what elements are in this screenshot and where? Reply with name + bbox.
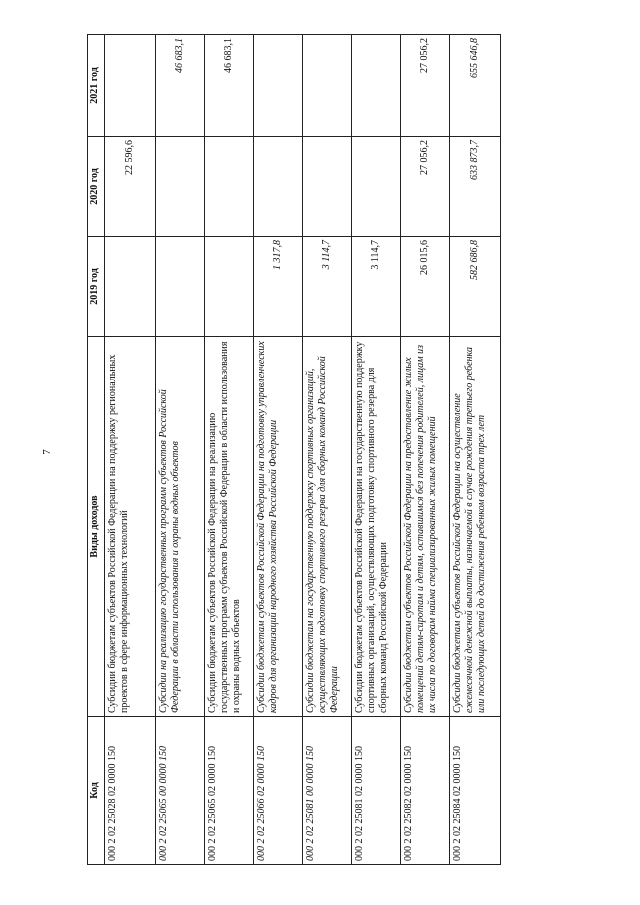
table-row xyxy=(254,35,303,865)
cell-description: Субсидии бюджетам субъектов Российской Федерации на государственную поддержку спортивных организаций, осуществляющих подготовку спортивного резерва для сборных команд Российской Федерации xyxy=(352,337,401,717)
cell-code: 000 2 02 25028 02 0000 150 xyxy=(105,717,156,865)
header-2021: 2021 год xyxy=(88,35,105,137)
cell-description: Субсидии бюджетам субъектов Российской Федерации на поддержку региональных проектов в сфере информационных технологий xyxy=(105,337,156,717)
header-description: Виды доходов xyxy=(88,337,105,717)
table-row xyxy=(303,35,352,865)
cell-2020 xyxy=(156,137,205,237)
income-table-container xyxy=(87,35,637,865)
cell-2019: 3 114,7 xyxy=(352,237,401,337)
cell-2020 xyxy=(352,137,401,237)
income-table xyxy=(87,34,501,865)
cell-code: 000 2 02 25065 02 0000 150 xyxy=(205,717,254,865)
cell-2020: 22 596,6 xyxy=(105,137,156,237)
cell-2020 xyxy=(254,137,303,237)
cell-2020 xyxy=(303,137,352,237)
cell-2021: 655 646,8 xyxy=(450,35,501,137)
table-row xyxy=(450,35,501,865)
cell-2020: 633 873,7 xyxy=(450,137,501,237)
cell-2019 xyxy=(156,237,205,337)
cell-description: Субсидии бюджетам субъектов Российской Федерации на реализацию государственных программ субъектов Российской Федерации в области использования и охраны водных объектов xyxy=(205,337,254,717)
cell-description: Субсидии бюджетам субъектов Российской Федерации на осуществление ежемесячной денежной выплаты, назначаемой в случае рождения третьего ребенка или последующих детей до достижения ребенком возраста трех лет xyxy=(450,337,501,717)
cell-2019 xyxy=(105,237,156,337)
cell-code: 000 2 02 25081 02 0000 150 xyxy=(352,717,401,865)
cell-2021 xyxy=(254,35,303,137)
table-row xyxy=(401,35,450,865)
header-code: Код xyxy=(88,717,105,865)
cell-code: 000 2 02 25081 00 0000 150 xyxy=(303,717,352,865)
cell-description: Субсидии на реализацию государственных программ субъектов Российской Федерации в области использования и охраны водных объектов xyxy=(156,337,205,717)
cell-code: 000 2 02 25065 00 0000 150 xyxy=(156,717,205,865)
cell-2021 xyxy=(303,35,352,137)
header-2019: 2019 год xyxy=(88,237,105,337)
table-row xyxy=(105,35,156,865)
table-header-row xyxy=(88,35,105,865)
cell-2021 xyxy=(352,35,401,137)
table-row xyxy=(352,35,401,865)
table-row xyxy=(205,35,254,865)
cell-2021 xyxy=(105,35,156,137)
cell-2019: 3 114,7 xyxy=(303,237,352,337)
cell-code: 000 2 02 25082 02 0000 150 xyxy=(401,717,450,865)
cell-2021: 46 683,1 xyxy=(156,35,205,137)
cell-description: Субсидии бюджетам субъектов Российской Федерации на подготовку управленческих кадров для организаций народного хозяйства Российской Федерации xyxy=(254,337,303,717)
page-number: 7 xyxy=(41,449,53,455)
cell-code: 000 2 02 25066 02 0000 150 xyxy=(254,717,303,865)
cell-description: Субсидии бюджетам субъектов Российской Федерации на предоставление жилых помещений детям-сиротам и детям, оставшимся без попечения родителей, лицам из их числа по договорам найма специализированных жилых помещений xyxy=(401,337,450,717)
cell-2019: 26 015,6 xyxy=(401,237,450,337)
table-row xyxy=(156,35,205,865)
cell-2019 xyxy=(205,237,254,337)
cell-2019: 582 686,8 xyxy=(450,237,501,337)
cell-description: Субсидии бюджетам на государственную поддержку спортивных организаций, осуществляющих подготовку спортивного резерва для сборных команд Российской Федерации xyxy=(303,337,352,717)
cell-2021: 27 056,2 xyxy=(401,35,450,137)
cell-2019: 1 317,8 xyxy=(254,237,303,337)
cell-2021: 46 683,1 xyxy=(205,35,254,137)
cell-2020 xyxy=(205,137,254,237)
header-2020: 2020 год xyxy=(88,137,105,237)
cell-code: 000 2 02 25084 02 0000 150 xyxy=(450,717,501,865)
cell-2020: 27 056,2 xyxy=(401,137,450,237)
